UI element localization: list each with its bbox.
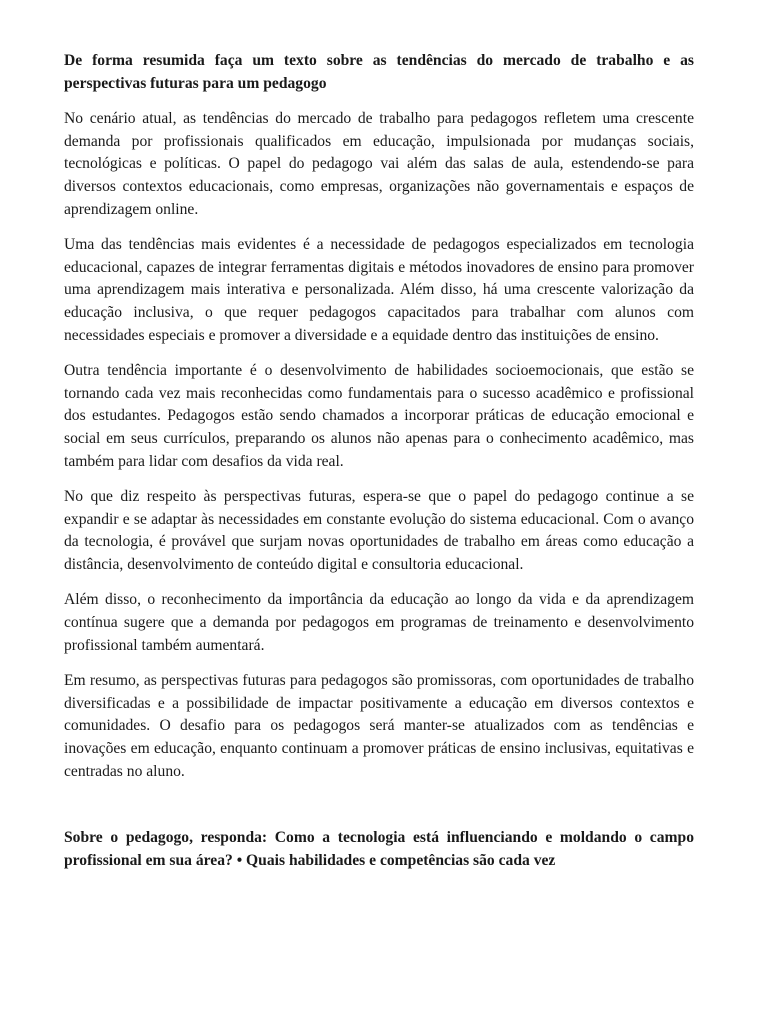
paragraph-3: Outra tendência importante é o desenvolvimento de habilidades socioemocionais, que estão se tornando cada vez mais reconhecidas como fundamentais para o sucesso acadêmico e profissional dos estudantes. Pedagogos estão sendo chamados a incorporar práticas de educação emocional e social em seus currículos, preparando os alunos não apenas para o conhecimento acadêmico, mas também para lidar com desafios da vida real. [64, 362, 694, 470]
paragraph-1: No cenário atual, as tendências do mercado de trabalho para pedagogos refletem uma crescente demanda por profissionais qualificados em educação, impulsionada por mudanças sociais, tecnológicas e políticas. O papel do pedagogo vai além das salas de aula, estendendo-se para diversos contextos educacionais, como empresas, organizações não governamentais e espaços de aprendizagem online. [64, 110, 694, 218]
paragraph-5: Além disso, o reconhecimento da importância da educação ao longo da vida e da aprendizagem contínua sugere que a demanda por pedagogos em programas de treinamento e desenvolvimento profissional também aumentará. [64, 591, 694, 654]
paragraph-4: No que diz respeito às perspectivas futuras, espera-se que o papel do pedagogo continue a se expandir e se adaptar às necessidades em constante evolução do sistema educacional. Com o avanço da tecnologia, é provável que surjam novas oportunidades de trabalho em áreas como educação a distância, desenvolvimento de conteúdo digital e consultoria educacional. [64, 488, 694, 573]
question-heading-2: Sobre o pedagogo, responda: Como a tecnologia está influenciando e moldando o campo profissional em sua área? • Quais habilidades e competências são cada vez [64, 829, 694, 869]
question-heading-1: De forma resumida faça um texto sobre as tendências do mercado de trabalho e as perspectivas futuras para um pedagogo [64, 52, 694, 92]
document-page [64, 50, 694, 872]
paragraph-2: Uma das tendências mais evidentes é a necessidade de pedagogos especializados em tecnologia educacional, capazes de integrar ferramentas digitais e métodos inovadores de ensino para promover uma aprendizagem mais interativa e personalizada. Além disso, há uma crescente valorização da educação inclusiva, o que requer pedagogos capacitados para trabalhar com alunos com necessidades especiais e promover a diversidade e a equidade dentro das instituições de ensino. [64, 236, 694, 344]
paragraph-6: Em resumo, as perspectivas futuras para pedagogos são promissoras, com oportunidades de trabalho diversificadas e a possibilidade de impactar positivamente a educação em diversos contextos e comunidades. O desafio para os pedagogos será manter-se atualizados com as tendências e inovações em educação, enquanto continuam a promover práticas de ensino inclusivas, equitativas e centradas no aluno. [64, 672, 694, 780]
